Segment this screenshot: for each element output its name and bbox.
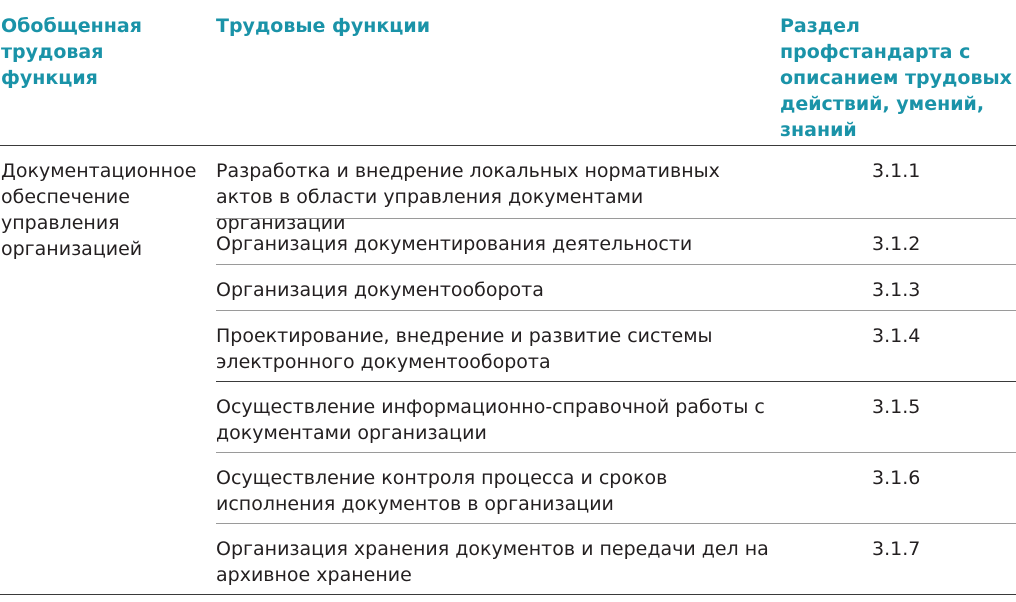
- section-code: 3.1.2: [872, 233, 921, 255]
- row-divider: [216, 264, 1016, 265]
- section-code: 3.1.5: [872, 396, 921, 418]
- section-code: 3.1.1: [872, 160, 921, 182]
- generalized-function-cell: Документационное обеспечение управления организацией: [1, 160, 197, 260]
- labor-function-text: Организация документирования деятельности: [216, 233, 693, 255]
- table-bottom-border: [0, 594, 1016, 595]
- section-code: 3.1.4: [872, 325, 921, 347]
- header-divider: [0, 145, 1016, 146]
- labor-function-text: Организация документооборота: [216, 279, 544, 301]
- section-code: 3.1.3: [872, 279, 921, 301]
- row-divider: [216, 381, 1016, 382]
- row-divider: [216, 310, 1016, 311]
- section-code: 3.1.6: [872, 467, 921, 489]
- header-labor-functions: Трудовые функции: [216, 15, 431, 37]
- labor-function-text: Организация хранения документов и передачи дел на архивное хранение: [216, 538, 769, 586]
- section-code: 3.1.7: [872, 538, 921, 560]
- row-divider: [216, 452, 1016, 453]
- labor-function-text: Осуществление информационно-справочной работы с документами организации: [216, 396, 765, 444]
- labor-function-text: Разработка и внедрение локальных нормативных актов в области управления документами организации: [216, 160, 720, 234]
- labor-function-text: Проектирование, внедрение и развитие системы электронного документооборота: [216, 325, 713, 373]
- row-divider: [216, 218, 1016, 219]
- header-generalized-function: Обобщенная трудовая функция: [1, 15, 142, 89]
- row-divider: [216, 523, 1016, 524]
- header-standard-section: Раздел профстандарта с описанием трудовых действий, умений, знаний: [780, 15, 1012, 141]
- labor-function-text: Осуществление контроля процесса и сроков исполнения документов в организации: [216, 467, 668, 515]
